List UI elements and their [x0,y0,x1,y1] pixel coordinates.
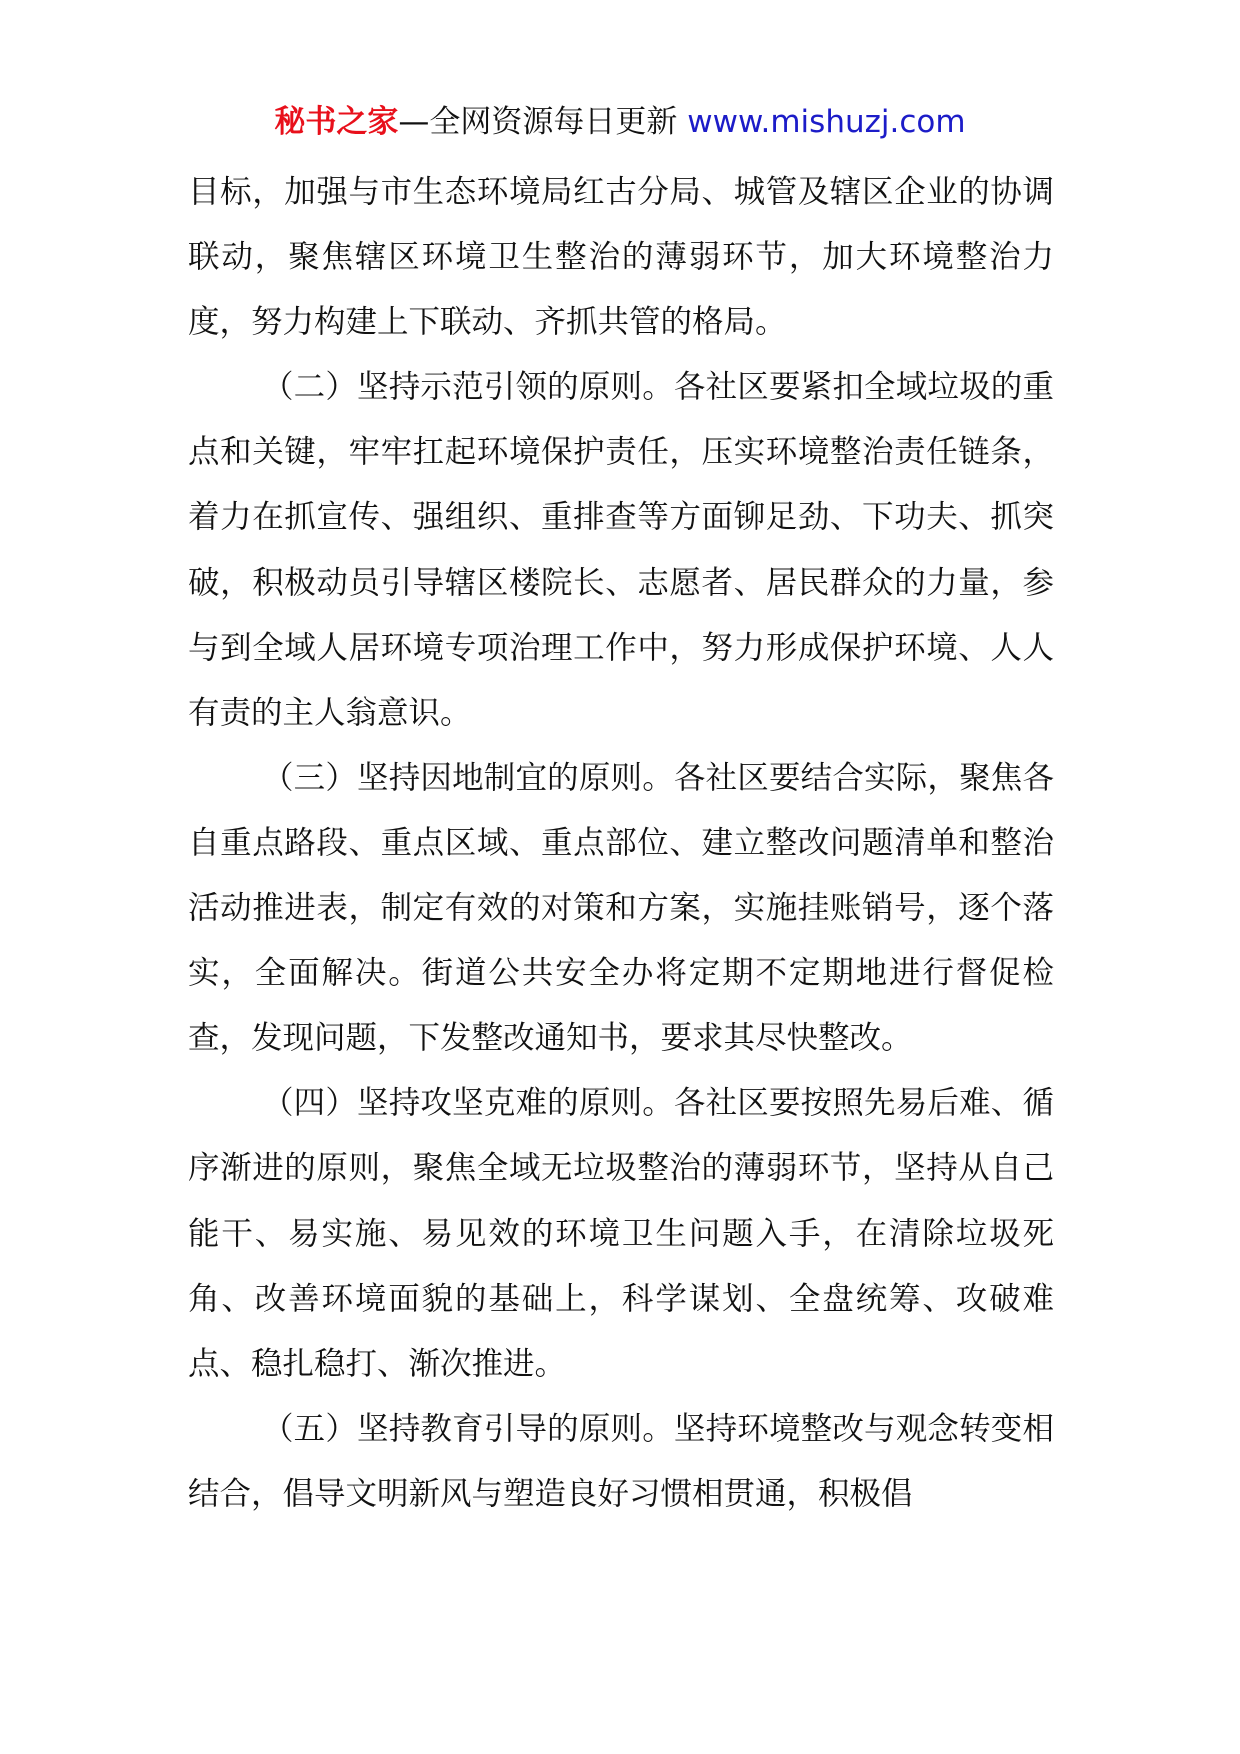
brand-name: 秘书之家 [274,104,399,140]
paragraph-1: 目标，加强与市生态环境局红古分局、城管及辖区企业的协调联动，聚焦辖区环境卫生整治的薄弱环节，加大环境整治力度，努力构建上下联动、齐抓共管的格局。 [188,174,1054,341]
paragraph-5: （五）坚持教育引导的原则。坚持环境整改与观念转变相结合，倡导文明新风与塑造良好习惯相贯通，积极倡 [188,1410,1054,1512]
paragraph-2: （二）坚持示范引领的原则。各社区要紧扣全域垃圾的重点和关键，牢牢扛起环境保护责任，压实环境整治责任链条，着力在抓宣传、强组织、重排查等方面铆足劲、下功夫、抓突破，积极动员引导辖区楼院长、志愿者、居民群众的力量，参与到全域人居环境专项治理工作中，努力形成保护环境、人人有责的主人翁意识。 [188,369,1054,731]
document-body [188,160,1054,1527]
website-link[interactable]: www.mishuzj.com [687,104,966,140]
header-tagline: —全网资源每日更新 [398,104,678,140]
paragraph-4: （四）坚持攻坚克难的原则。各社区要按照先易后难、循序渐进的原则，聚焦全域无垃圾整治的薄弱环节，坚持从自己能干、易实施、易见效的环境卫生问题入手，在清除垃圾死角、改善环境面貌的基础上，科学谋划、全盘统筹、攻破难点、稳扎稳打、渐次推进。 [188,1085,1054,1382]
page-header [0,100,1240,144]
paragraph-3: （三）坚持因地制宜的原则。各社区要结合实际，聚焦各自重点路段、重点区域、重点部位、建立整改问题清单和整治活动推进表，制定有效的对策和方案，实施挂账销号，逐个落实，全面解决。街道公共安全办将定期不定期地进行督促检查，发现问题，下发整改通知书，要求其尽快整改。 [188,759,1054,1057]
